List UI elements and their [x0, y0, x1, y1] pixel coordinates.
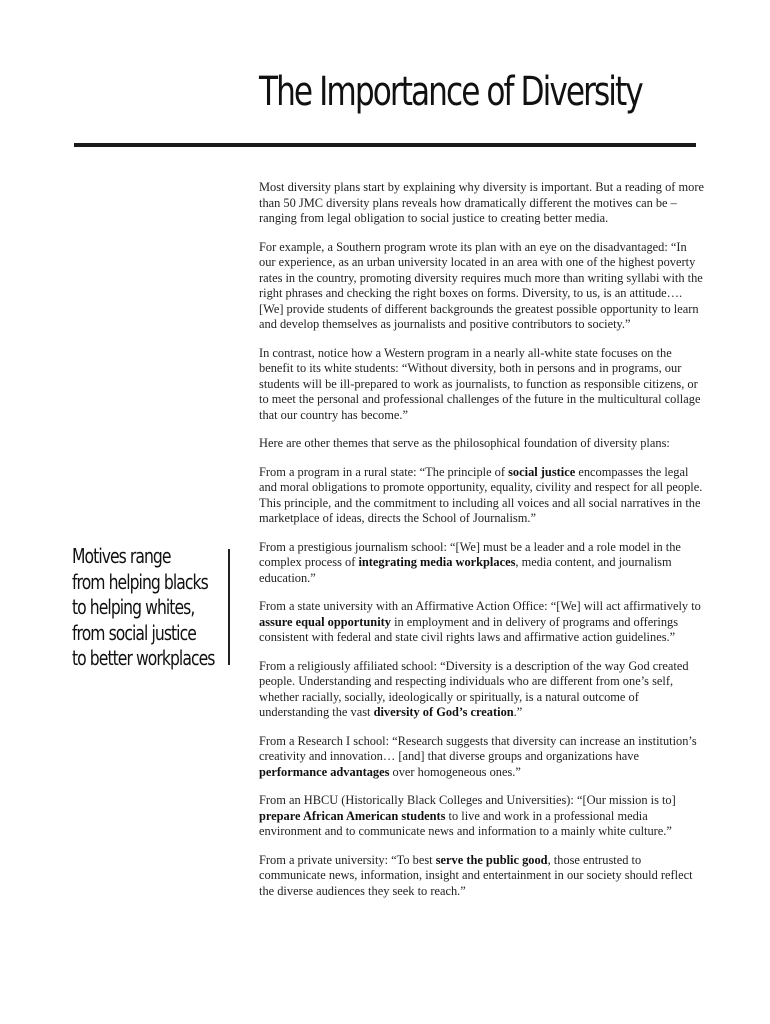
pull-quote — [72, 544, 228, 672]
text: From a prestigious journalism school: “[We] must be a leader and a role model in the complex process of — [259, 539, 681, 569]
pull-quote-line: from helping blacks — [72, 569, 208, 594]
highlight: assure equal opportunity — [259, 614, 391, 629]
highlight: prepare African American students — [259, 808, 446, 823]
pull-quote-line: to helping whites, — [72, 595, 195, 619]
highlight: serve the public good — [435, 852, 548, 867]
pull-quote-line: from social justice — [72, 620, 196, 645]
text: , those entrusted to communicate news, information, insight and entertainment in our society should reflect the diverse audiences they seek to reach.” — [259, 852, 693, 898]
paragraph-private-university — [259, 853, 704, 900]
text: over homogeneous ones.” — [389, 764, 521, 779]
pull-quote-rule — [228, 549, 230, 665]
text: From a Research I school: “Research suggests that diversity can increase an institution’s creativity and innovation… [and] that diverse groups and organizations have — [259, 733, 697, 763]
highlight: performance advantages — [259, 764, 390, 779]
title-rule — [74, 143, 696, 147]
text: encompasses the legal and moral obligations to promote opportunity, equality, civility and respect for all people. This principle, and the commitment to including all voices and all social narratives in the marketplace of ideas, directs the School of Journalism.” — [259, 464, 703, 525]
text: From an HBCU (Historically Black Colleges and Universities): “[Our mission is to] — [259, 793, 676, 807]
text: .” — [513, 705, 523, 719]
article-body — [259, 180, 704, 912]
text: to live and work in a professional media environment and to communicate news and information to a mainly white culture.” — [259, 808, 672, 838]
paragraph-religious-school — [259, 659, 704, 721]
paragraph-rural-state — [259, 465, 704, 527]
text: , media content, and journalism education.” — [259, 555, 672, 585]
pull-quote-line: to better workplaces — [72, 646, 215, 670]
page-title: The Importance of Diversity — [259, 69, 642, 115]
highlight: social justice — [508, 464, 576, 479]
highlight: integrating media workplaces — [358, 555, 516, 569]
paragraph-research-school — [259, 734, 704, 781]
text: in employment and in delivery of programs and offerings consistent with federal and state civil rights laws and affirmative action guidelines.” — [259, 614, 679, 644]
paragraph-themes-intro: Here are other themes that serve as the philosophical foundation of diversity plans: — [259, 436, 670, 450]
pull-quote-line: Motives range — [72, 544, 171, 568]
paragraph-southern-program: For example, a Southern program wrote its plan with an eye on the disadvantaged: “In our experience, as an urban university located in an area with one of the highest poverty rates in the country, promoting diversity requires much more than writing syllabi with the right phrases and checking the right boxes on forms. Diversity, to us, is an attitude…. [We] provide students of different backgrounds the greatest possible opportunity to learn and develop themselves as journalists and positive contributors to society.” — [259, 239, 703, 331]
paragraph-intro: Most diversity plans start by explaining why diversity is important. But a reading of more than 50 JMC diversity plans reveals how dramatically different the motives can be – ranging from legal obligation to social justice to creating better media. — [259, 180, 704, 225]
paragraph-prestigious-school — [259, 540, 704, 587]
paragraph-hbcu — [259, 793, 704, 840]
highlight: diversity of God’s creation — [373, 705, 514, 719]
paragraph-western-program: In contrast, notice how a Western program in a nearly all-white state focuses on the benefit to its white students: “Without diversity, both in persons and in programs, our students will be ill-prepared to work as journalists, to function as responsible citizens, or to meet the personal and professional challenges of the future in the multicultural collage that our country has become.” — [259, 345, 701, 422]
text: From a religiously affiliated school: “Diversity is a description of the way God created people. Understanding and respecting individuals who are different from one’s self, whether racially, socially, ideologically or spiritually, is a natural outcome of understanding the vast — [259, 658, 689, 719]
text: From a private university: “To best — [259, 852, 436, 867]
text: From a program in a rural state: “The principle of — [259, 464, 509, 479]
text: From a state university with an Affirmative Action Office: “[We] will act affirmatively to — [259, 599, 701, 613]
paragraph-state-university — [259, 599, 704, 646]
